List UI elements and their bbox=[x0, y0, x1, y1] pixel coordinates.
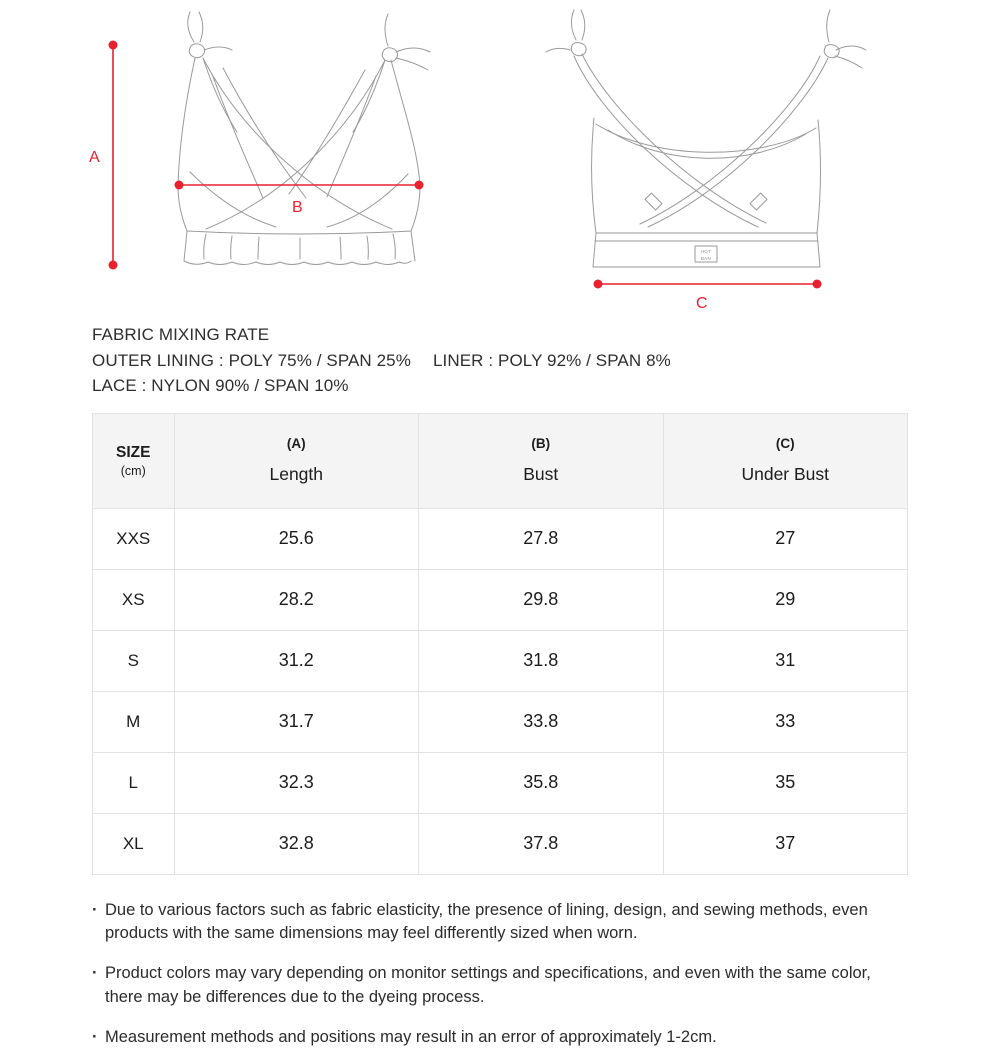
value-cell: 27.8 bbox=[419, 508, 664, 569]
size-cell: XL bbox=[93, 813, 175, 874]
measurement-label-b: B bbox=[292, 199, 303, 216]
column-label-a: Length bbox=[269, 464, 324, 484]
column-header-b bbox=[419, 413, 664, 508]
size-row-l bbox=[93, 752, 908, 813]
column-label-b: Bust bbox=[523, 464, 559, 484]
fabric-lace: LACE : NYLON 90% / SPAN 10% bbox=[92, 376, 349, 395]
fabric-line-1 bbox=[92, 348, 908, 374]
value-cell: 29 bbox=[663, 569, 908, 630]
size-cell: L bbox=[93, 752, 175, 813]
fabric-liner: LINER : POLY 92% / SPAN 8% bbox=[432, 350, 671, 370]
column-code-a: (A) bbox=[286, 436, 306, 451]
value-cell: 31.8 bbox=[419, 630, 664, 691]
value-cell: 27 bbox=[663, 508, 908, 569]
value-cell: 28.2 bbox=[174, 569, 419, 630]
size-table bbox=[92, 413, 908, 875]
size-cell: XS bbox=[93, 569, 175, 630]
column-label-c: Under Bust bbox=[741, 464, 830, 484]
strap-adjuster-left bbox=[645, 193, 662, 210]
measurement-b bbox=[175, 181, 424, 217]
size-row-xs bbox=[93, 569, 908, 630]
value-cell: 31.7 bbox=[174, 691, 419, 752]
note-item: · Product colors may vary depending on monitor settings and specifications, and even with the same color, there may be differences due to the dyeing process. bbox=[92, 962, 912, 1009]
disclaimer-notes bbox=[92, 899, 912, 1050]
note-item: · Measurement methods and positions may result in an error of approximately 1-2cm. bbox=[92, 1026, 912, 1049]
value-cell: 33.8 bbox=[419, 691, 664, 752]
note-item: · Due to various factors such as fabric elasticity, the presence of lining, design, and sewing methods, even products with the same dimensions may feel differently sized when worn. bbox=[92, 899, 912, 946]
value-cell: 25.6 bbox=[174, 508, 419, 569]
back-view-sketch bbox=[546, 10, 866, 267]
size-cell: M bbox=[93, 691, 175, 752]
size-row-xxs bbox=[93, 508, 908, 569]
brand-tag-line2: BAN bbox=[700, 256, 712, 261]
size-row-m bbox=[93, 691, 908, 752]
size-cell: S bbox=[93, 630, 175, 691]
size-table-header-row bbox=[93, 413, 908, 508]
column-code-c: (C) bbox=[775, 436, 795, 451]
fabric-info bbox=[92, 322, 908, 399]
fabric-outer-lining: OUTER LINING : POLY 75% / SPAN 25% bbox=[92, 350, 411, 370]
measurement-label-a: A bbox=[89, 149, 100, 166]
value-cell: 35.8 bbox=[419, 752, 664, 813]
measurement-c bbox=[594, 280, 822, 313]
value-cell: 37.8 bbox=[419, 813, 664, 874]
size-cell: XXS bbox=[93, 508, 175, 569]
value-cell: 37 bbox=[663, 813, 908, 874]
size-header-label: SIZE bbox=[116, 443, 151, 461]
fabric-title: FABRIC MIXING RATE bbox=[92, 325, 270, 344]
size-row-s bbox=[93, 630, 908, 691]
brand-tag-line1: HOT bbox=[700, 249, 712, 254]
value-cell: 35 bbox=[663, 752, 908, 813]
front-view-sketch bbox=[178, 12, 430, 265]
value-cell: 31.2 bbox=[174, 630, 419, 691]
garment-diagram bbox=[0, 0, 1000, 315]
column-header-a bbox=[174, 413, 419, 508]
size-header-cell bbox=[93, 413, 175, 508]
column-header-c bbox=[663, 413, 908, 508]
value-cell: 31 bbox=[663, 630, 908, 691]
value-cell: 32.8 bbox=[174, 813, 419, 874]
strap-adjuster-right bbox=[750, 193, 767, 210]
size-header-unit: (cm) bbox=[120, 463, 146, 478]
measurement-a bbox=[89, 41, 118, 270]
value-cell: 29.8 bbox=[419, 569, 664, 630]
value-cell: 32.3 bbox=[174, 752, 419, 813]
measurement-label-c: C bbox=[696, 295, 708, 312]
value-cell: 33 bbox=[663, 691, 908, 752]
column-code-b: (B) bbox=[531, 436, 551, 451]
size-row-xl bbox=[93, 813, 908, 874]
